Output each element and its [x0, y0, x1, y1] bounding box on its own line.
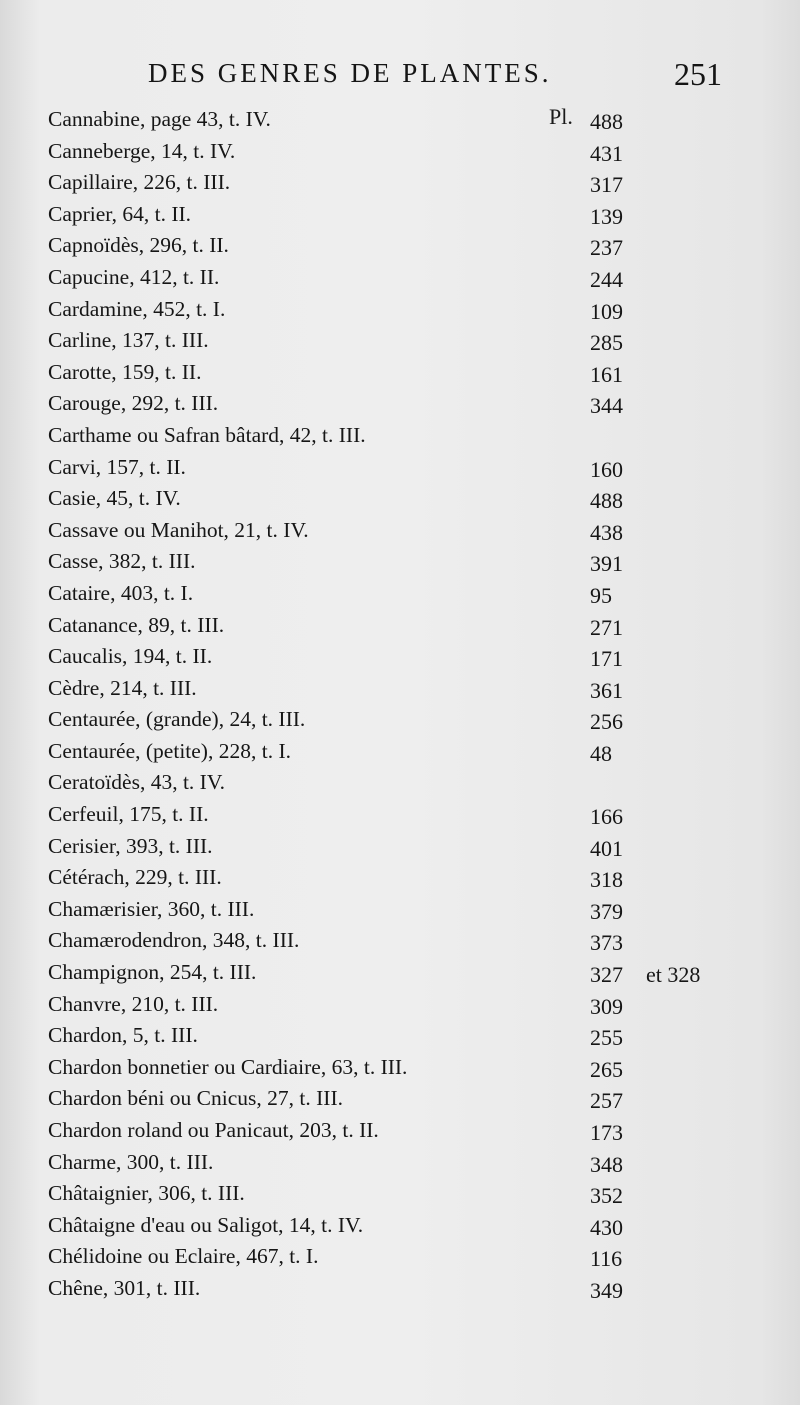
index-entry	[0, 105, 800, 137]
entry-name: Chamærodendron, 348, t. III.	[48, 928, 300, 953]
index-entry	[0, 958, 800, 990]
entry-plate-number: 171	[590, 646, 623, 672]
entry-name: Cardamine, 452, t. I.	[48, 296, 226, 321]
index-entry	[0, 926, 800, 958]
entry-name: Cétérach, 229, t. III.	[48, 865, 222, 890]
running-title: DES GENRES DE PLANTES.	[148, 58, 552, 88]
entry-plate-number: 430	[590, 1214, 623, 1240]
index-entry	[0, 326, 800, 358]
entry-name: Champignon, 254, t. III.	[48, 960, 257, 985]
entry-plate-number: 488	[590, 109, 623, 134]
entry-name: Casie, 45, t. IV.	[48, 486, 181, 511]
entry-plate-number: 379	[590, 898, 623, 924]
entry-plate-number: 256	[590, 709, 623, 735]
index-entry	[0, 642, 800, 674]
entry-name: Cerfeuil, 175, t. II.	[48, 802, 209, 827]
entry-name: Carline, 137, t. III.	[48, 328, 209, 353]
entry-name: Chardon béni ou Cnicus, 27, t. III.	[48, 1086, 343, 1111]
entry-plate-number: 139	[590, 203, 623, 229]
entry-name: Capillaire, 226, t. III.	[48, 170, 231, 195]
entry-plate-number: 438	[590, 519, 623, 545]
entry-plate-number: 244	[590, 266, 623, 292]
index-entry	[0, 990, 800, 1022]
entry-name: Chêne, 301, t. III.	[48, 1275, 201, 1300]
index-entry	[0, 895, 800, 927]
entry-plate-number: 317	[590, 172, 623, 198]
entry-plate-number: 373	[590, 930, 623, 956]
entry-plate-number: 265	[590, 1056, 623, 1082]
index-entry	[0, 1053, 800, 1085]
entry-plate-number: 431	[590, 140, 623, 166]
entry-plate-number: 95	[590, 582, 612, 608]
entry-plate-number: 352	[590, 1183, 623, 1209]
entry-name: Ceratoïdès, 43, t. IV.	[48, 770, 225, 795]
index-entry	[0, 1211, 800, 1243]
entry-plate-number: 160	[590, 456, 623, 482]
index-entry	[0, 1021, 800, 1053]
entry-name: Châtaignier, 306, t. III.	[48, 1181, 245, 1206]
index-entry	[0, 863, 800, 895]
entry-name: Catanance, 89, t. III.	[48, 612, 225, 637]
entry-name: Carouge, 292, t. III.	[48, 391, 219, 416]
entry-name: Canneberge, 14, t. IV.	[48, 138, 236, 163]
entry-name: Chardon bonnetier ou Cardiaire, 63, t. III.	[48, 1054, 408, 1079]
entry-name: Cannabine, page 43, t. IV.	[48, 107, 271, 131]
entry-plate-number: 166	[590, 804, 623, 830]
entry-plate-number: 309	[590, 993, 623, 1019]
entry-name: Carotte, 159, t. II.	[48, 359, 202, 384]
entry-plate-number: 161	[590, 361, 623, 387]
entry-name: Casse, 382, t. III.	[48, 549, 196, 574]
entry-plate-number: 488	[590, 488, 623, 514]
entry-plate-number: 109	[590, 298, 623, 324]
plate-column-label: Pl.	[549, 104, 573, 129]
page-number: 251	[674, 56, 722, 92]
entry-name: Chanvre, 210, t. III.	[48, 991, 219, 1016]
entry-plate-number: 348	[590, 1151, 623, 1177]
entry-name: Carvi, 157, t. II.	[48, 454, 186, 479]
index-entry	[0, 1242, 800, 1274]
entry-name: Cataire, 403, t. I.	[48, 580, 194, 605]
index-entry	[0, 1148, 800, 1180]
index-entry	[0, 579, 800, 611]
index-entry	[0, 1084, 800, 1116]
index-entry	[0, 768, 800, 800]
entry-plate-number: 361	[590, 677, 623, 703]
entry-name: Centaurée, (petite), 228, t. I.	[48, 738, 291, 763]
index-entry	[0, 1179, 800, 1211]
entry-plate-number: 327	[590, 962, 623, 988]
entry-plate-extra: et 328	[646, 962, 701, 988]
index-entry	[0, 832, 800, 864]
index-entry	[0, 547, 800, 579]
entry-name: Caucalis, 194, t. II.	[48, 644, 213, 669]
entry-plate-number: 173	[590, 1120, 623, 1145]
index-entry	[0, 1116, 800, 1148]
entry-name: Capnoïdès, 296, t. II.	[48, 233, 229, 258]
index-entry	[0, 200, 800, 232]
entry-plate-number: 401	[590, 835, 623, 861]
entry-name: Charme, 300, t. III.	[48, 1149, 214, 1174]
index-entry	[0, 389, 800, 421]
index-entry	[0, 516, 800, 548]
index-entry	[0, 737, 800, 769]
entry-plate-number: 271	[590, 614, 623, 640]
index-entry	[0, 263, 800, 295]
index-entry	[0, 674, 800, 706]
index-entry	[0, 231, 800, 263]
entry-name: Châtaigne d'eau ou Saligot, 14, t. IV.	[48, 1212, 364, 1237]
entry-plate-number: 318	[590, 867, 623, 893]
entry-plate-number: 285	[590, 330, 623, 356]
index-entry	[0, 137, 800, 169]
entry-name: Chamærisier, 360, t. III.	[48, 896, 255, 921]
index-entry	[0, 1274, 800, 1306]
index-entry	[0, 800, 800, 832]
entry-name: Capucine, 412, t. II.	[48, 264, 220, 289]
entry-plate-number: 116	[590, 1246, 623, 1272]
entry-name: Chélidoine ou Eclaire, 467, t. I.	[48, 1244, 319, 1269]
entry-name: Chardon roland ou Panicaut, 203, t. II.	[48, 1118, 379, 1142]
entry-name: Carthame ou Safran bâtard, 42, t. III.	[48, 422, 366, 447]
entry-plate-number: 237	[590, 235, 623, 261]
entry-plate-number: 391	[590, 551, 623, 577]
index-entry	[0, 705, 800, 737]
index-entry	[0, 358, 800, 390]
entry-plate-number: 344	[590, 393, 623, 419]
index-entries	[0, 105, 800, 1306]
entry-plate-number: 48	[590, 740, 612, 766]
entry-name: Chardon, 5, t. III.	[48, 1023, 198, 1048]
entry-name: Cèdre, 214, t. III.	[48, 675, 197, 700]
index-entry	[0, 484, 800, 516]
entry-name: Centaurée, (grande), 24, t. III.	[48, 707, 306, 732]
index-entry	[0, 611, 800, 643]
entry-plate-number: 255	[590, 1025, 623, 1051]
entry-plate-number: 349	[590, 1277, 623, 1303]
entry-name: Cerisier, 393, t. III.	[48, 833, 213, 858]
page-header	[0, 52, 800, 102]
index-entry	[0, 421, 800, 453]
index-entry	[0, 453, 800, 485]
index-entry	[0, 295, 800, 327]
entry-name: Cassave ou Manihot, 21, t. IV.	[48, 517, 309, 542]
entry-name: Caprier, 64, t. II.	[48, 201, 192, 226]
index-entry	[0, 168, 800, 200]
entry-plate-number: 257	[590, 1088, 623, 1114]
